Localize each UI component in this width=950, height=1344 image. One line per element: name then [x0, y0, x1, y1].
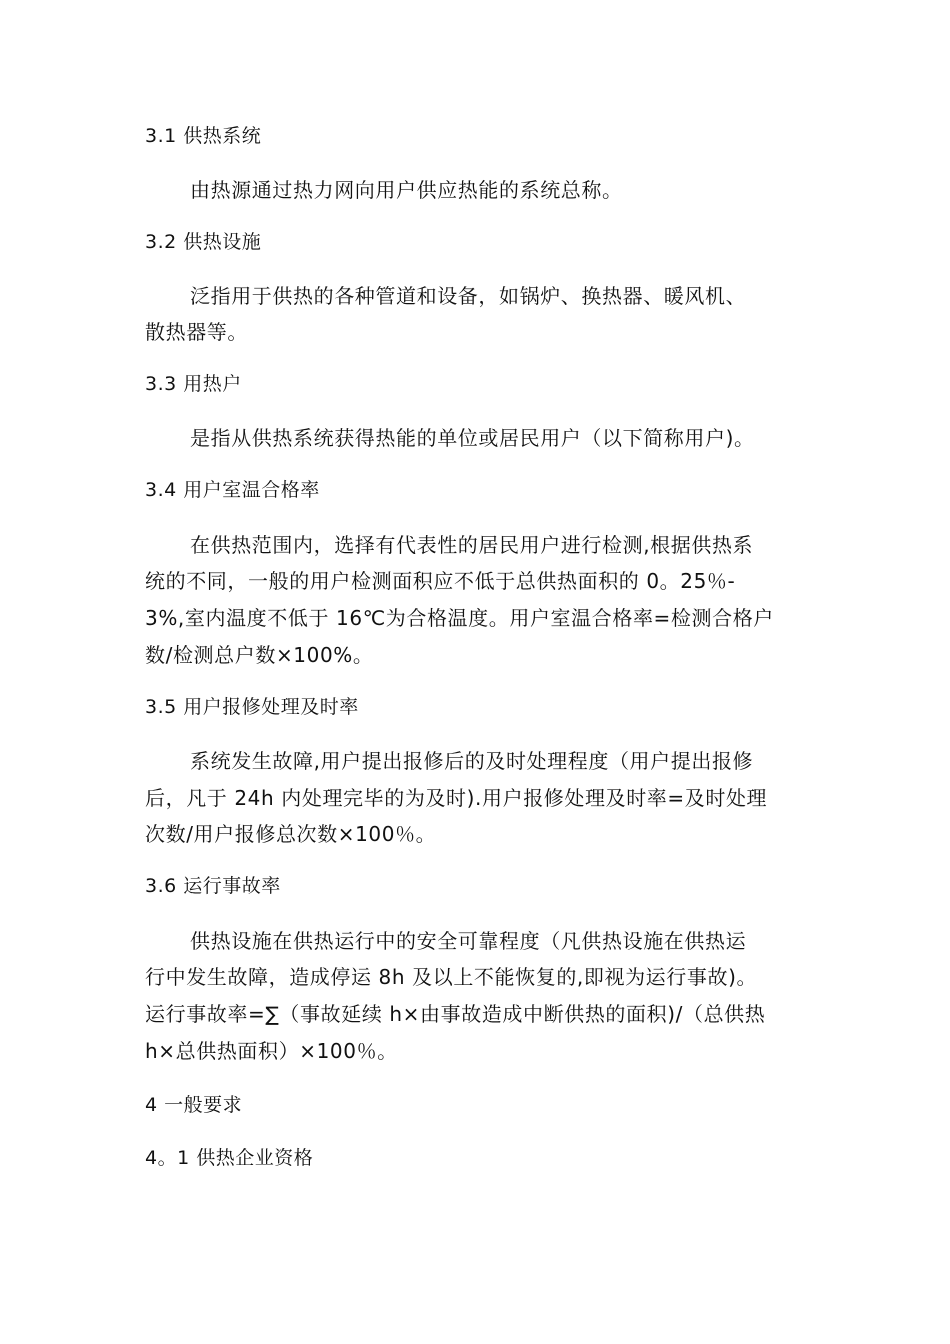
section-heading-3-4: 3.4 用户室温合格率: [145, 479, 320, 501]
paragraph-line: 统的不同，一般的用户检测面积应不低于总供热面积的 0。25％-: [145, 569, 736, 593]
paragraph-line: 数/检测总户数×100%。: [145, 643, 374, 667]
paragraph-line: 行中发生故障，造成停运 8h 及以上不能恢复的,即视为运行事故)。: [145, 965, 758, 989]
section-heading-3-2: 3.2 供热设施: [145, 231, 262, 253]
section-heading-3-5: 3.5 用户报修处理及时率: [145, 696, 359, 718]
paragraph-line: 后，凡于 24h 内处理完毕的为及时).用户报修处理及时率=及时处理: [145, 786, 768, 810]
paragraph-line: h×总供热面积）×100％。: [145, 1039, 398, 1063]
section-heading-4-1: 4。1 供热企业资格: [145, 1147, 314, 1169]
section-heading-4: 4 一般要求: [145, 1094, 243, 1116]
paragraph-line: 运行事故率=∑（事故延续 h×由事故造成中断供热的面积)/（总供热: [145, 1002, 766, 1026]
paragraph-line: 3%,室内温度不低于 16℃为合格温度。用户室温合格率=检测合格户: [145, 606, 774, 630]
paragraph-line: 由热源通过热力网向用户供应热能的系统总称。: [190, 178, 623, 202]
paragraph-line: 在供热范围内，选择有代表性的居民用户进行检测,根据供热系: [190, 533, 754, 557]
paragraph-line: 供热设施在供热运行中的安全可靠程度（凡供热设施在供热运: [190, 929, 747, 953]
paragraph-line: 是指从供热系统获得热能的单位或居民用户（以下简称用户)。: [190, 426, 755, 450]
section-heading-3-1: 3.1 供热系统: [145, 125, 262, 147]
paragraph-line: 系统发生故障,用户提出报修后的及时处理程度（用户提出报修: [190, 749, 754, 773]
paragraph-line: 次数/用户报修总次数×100％。: [145, 822, 437, 846]
section-heading-3-6: 3.6 运行事故率: [145, 875, 281, 897]
paragraph-line: 散热器等。: [145, 320, 248, 344]
paragraph-line: 泛指用于供热的各种管道和设备，如锅炉、换热器、暖风机、: [190, 284, 747, 308]
section-heading-3-3: 3.3 用热户: [145, 373, 242, 395]
